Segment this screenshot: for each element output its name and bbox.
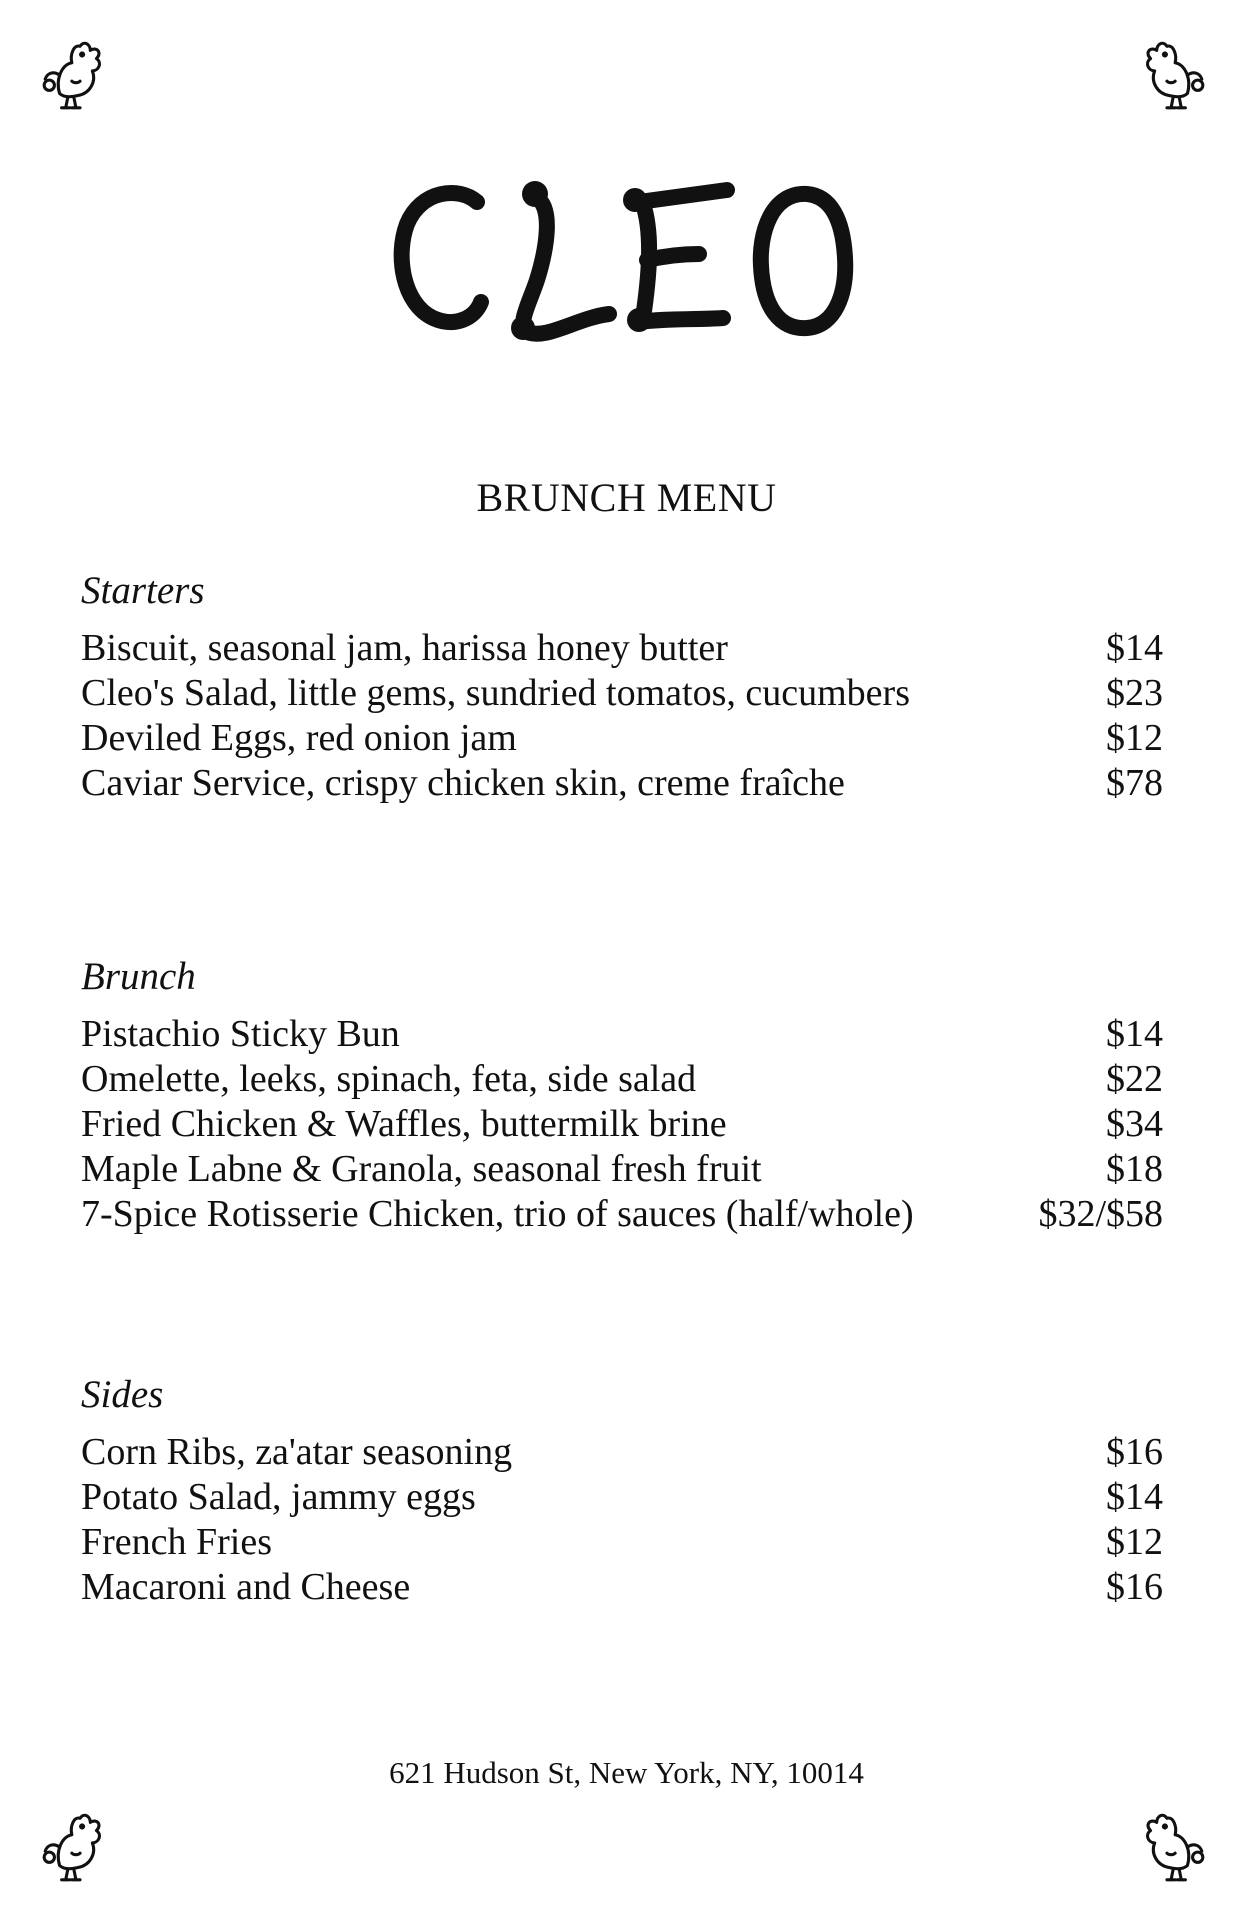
menu-item xyxy=(81,626,1163,671)
menu-item xyxy=(81,716,1163,761)
menu-item xyxy=(81,1475,1163,1520)
chicken-icon xyxy=(1128,1806,1210,1888)
item-price: $12 xyxy=(1106,1521,1163,1563)
item-price: $14 xyxy=(1106,627,1163,669)
item-name: Maple Labne & Granola, seasonal fresh fruit xyxy=(81,1148,762,1190)
menu-item xyxy=(81,1012,1163,1057)
item-name: Caviar Service, crispy chicken skin, creme fraîche xyxy=(81,762,845,804)
item-name: 7-Spice Rotisserie Chicken, trio of sauces (half/whole) xyxy=(81,1193,914,1235)
item-price: $12 xyxy=(1106,717,1163,759)
menu-item xyxy=(81,1057,1163,1102)
item-name: French Fries xyxy=(81,1521,273,1563)
item-price: $16 xyxy=(1106,1431,1163,1473)
menu-title: BRUNCH MENU xyxy=(476,475,777,520)
item-price: $14 xyxy=(1106,1476,1163,1518)
item-price: $16 xyxy=(1106,1566,1163,1608)
item-name: Omelette, leeks, spinach, feta, side salad xyxy=(81,1058,697,1100)
menu-item xyxy=(81,1565,1163,1610)
item-name: Macaroni and Cheese xyxy=(81,1566,411,1608)
item-name: Potato Salad, jammy eggs xyxy=(81,1476,476,1518)
section-starters xyxy=(81,568,1163,806)
item-price: $78 xyxy=(1106,762,1163,804)
menu-item xyxy=(81,1147,1163,1192)
item-name: Cleo's Salad, little gems, sundried tomatos, cucumbers xyxy=(81,672,910,714)
section-brunch xyxy=(81,954,1163,1237)
item-price: $18 xyxy=(1106,1148,1163,1190)
menu-item xyxy=(81,1430,1163,1475)
item-price: $32/$58 xyxy=(1038,1193,1163,1235)
chicken-icon xyxy=(37,1806,119,1888)
section-title: Starters xyxy=(81,569,205,612)
item-price: $22 xyxy=(1106,1058,1163,1100)
item-price: $34 xyxy=(1106,1103,1163,1145)
menu-item xyxy=(81,1520,1163,1565)
address: 621 Hudson St, New York, NY, 10014 xyxy=(389,1755,864,1790)
menu-item xyxy=(81,1102,1163,1147)
section-sides xyxy=(81,1372,1163,1610)
restaurant-logo xyxy=(0,168,1253,348)
item-price: $23 xyxy=(1106,672,1163,714)
chicken-icon xyxy=(37,34,119,116)
item-name: Biscuit, seasonal jam, harissa honey butter xyxy=(81,627,728,669)
section-title: Brunch xyxy=(81,955,196,998)
item-name: Fried Chicken & Waffles, buttermilk brine xyxy=(81,1103,727,1145)
menu-item xyxy=(81,761,1163,806)
item-name: Pistachio Sticky Bun xyxy=(81,1013,400,1055)
menu-item xyxy=(81,671,1163,716)
chicken-icon xyxy=(1128,34,1210,116)
section-title: Sides xyxy=(81,1373,164,1416)
item-price: $14 xyxy=(1106,1013,1163,1055)
menu-item xyxy=(81,1192,1163,1237)
item-name: Deviled Eggs, red onion jam xyxy=(81,717,517,759)
item-name: Corn Ribs, za'atar seasoning xyxy=(81,1431,513,1473)
